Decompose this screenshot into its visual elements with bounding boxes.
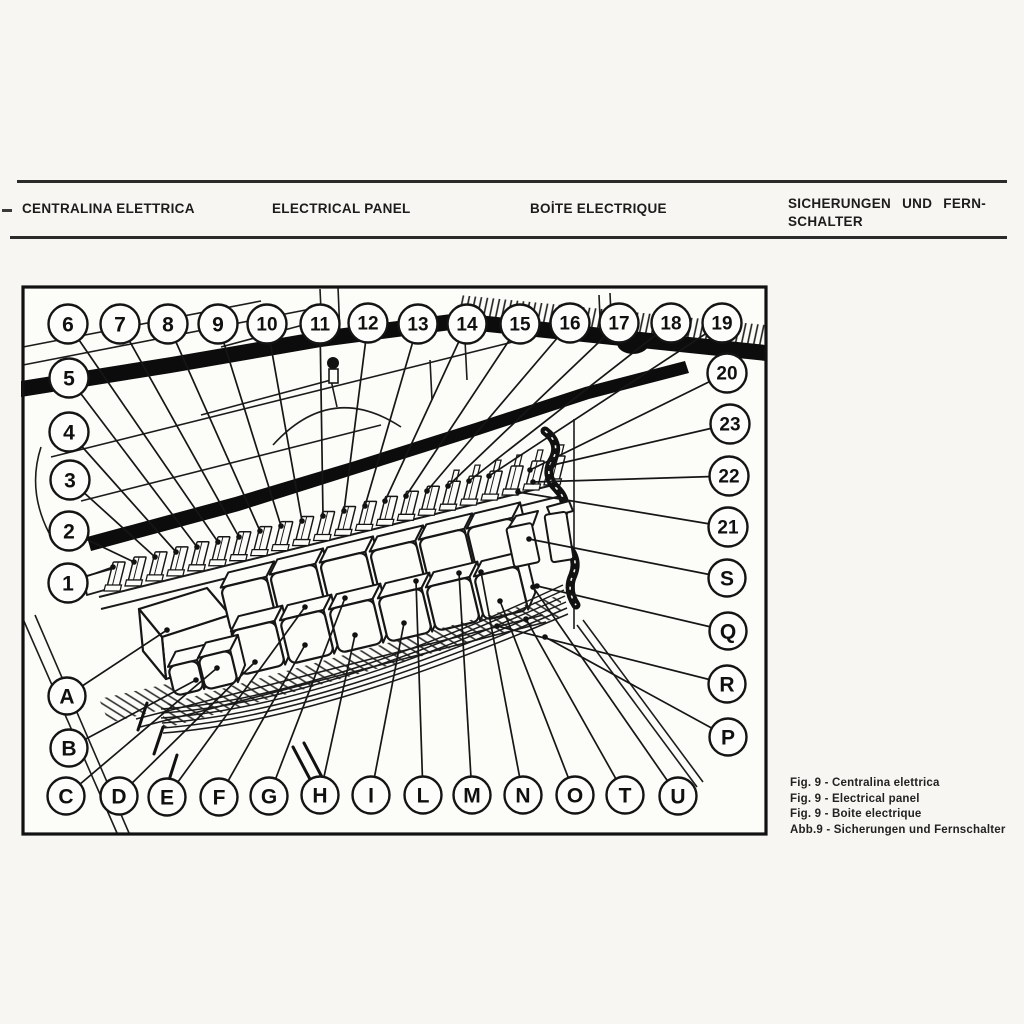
callout-E xyxy=(149,779,186,816)
svg-text:11: 11 xyxy=(309,314,331,336)
callout-A xyxy=(49,678,86,715)
header-col-german xyxy=(788,195,1010,231)
svg-text:G: G xyxy=(260,785,278,809)
caption-french: Fig. 9 - Boite electrique xyxy=(790,808,922,820)
svg-text:17: 17 xyxy=(608,313,630,335)
svg-text:E: E xyxy=(159,786,175,810)
svg-text:D: D xyxy=(111,785,127,809)
svg-text:16: 16 xyxy=(559,313,581,335)
header-col-german-line1: SICHERUNGEN UND FERN- xyxy=(788,196,987,211)
svg-text:N: N xyxy=(515,784,531,808)
header-col-french: BOİTE ELECTRIQUE xyxy=(530,201,667,216)
callout-H xyxy=(302,777,339,814)
svg-text:B: B xyxy=(61,737,77,761)
callout-8 xyxy=(149,305,188,344)
svg-text:Q: Q xyxy=(719,620,737,644)
callout-5 xyxy=(50,359,89,398)
svg-text:C: C xyxy=(58,785,74,809)
callout-4 xyxy=(50,413,89,452)
header-col-german-line2: SCHALTER xyxy=(788,214,863,229)
callout-L xyxy=(405,777,442,814)
header-col-english: ELECTRICAL PANEL xyxy=(272,201,411,216)
callout-16 xyxy=(551,304,590,343)
callout-C xyxy=(48,778,85,815)
svg-text:L: L xyxy=(416,784,430,808)
callout-D xyxy=(101,778,138,815)
svg-text:U: U xyxy=(670,785,686,809)
svg-text:15: 15 xyxy=(509,314,531,336)
callout-U xyxy=(660,778,697,815)
svg-text:8: 8 xyxy=(162,313,174,337)
callout-15 xyxy=(501,305,540,344)
margin-tick xyxy=(2,209,12,212)
svg-text:T: T xyxy=(618,784,632,808)
callout-11 xyxy=(301,305,340,344)
svg-text:22: 22 xyxy=(718,466,740,488)
svg-text:23: 23 xyxy=(719,414,741,436)
header-top-rule xyxy=(17,180,1007,183)
svg-text:20: 20 xyxy=(716,363,738,385)
svg-text:21: 21 xyxy=(717,517,739,539)
callout-18 xyxy=(652,304,691,343)
callout-19 xyxy=(703,304,742,343)
callout-17 xyxy=(600,304,639,343)
callout-7 xyxy=(101,305,140,344)
svg-text:R: R xyxy=(719,673,735,697)
svg-text:2: 2 xyxy=(63,520,75,544)
caption-english: Fig. 9 - Electrical panel xyxy=(790,792,920,805)
callout-20 xyxy=(708,354,747,393)
callout-6 xyxy=(49,305,88,344)
callout-M xyxy=(454,777,491,814)
callout-14 xyxy=(448,305,487,344)
svg-text:I: I xyxy=(368,784,374,808)
callout-1 xyxy=(49,564,88,603)
svg-text:S: S xyxy=(719,567,735,591)
svg-text:14: 14 xyxy=(456,314,478,336)
svg-text:4: 4 xyxy=(63,421,75,445)
callout-3 xyxy=(51,461,90,500)
callout-23 xyxy=(711,405,750,444)
svg-text:F: F xyxy=(212,786,226,810)
svg-text:A: A xyxy=(59,685,75,709)
callout-Q xyxy=(710,613,747,650)
svg-text:1: 1 xyxy=(62,572,74,596)
callout-13 xyxy=(399,305,438,344)
svg-text:5: 5 xyxy=(63,367,75,391)
header-bottom-rule xyxy=(10,236,1007,239)
callout-O xyxy=(557,777,594,814)
svg-text:H: H xyxy=(312,784,328,808)
svg-text:O: O xyxy=(566,784,584,808)
callout-9 xyxy=(199,305,238,344)
svg-text:P: P xyxy=(720,726,736,750)
svg-text:9: 9 xyxy=(212,313,224,337)
caption-german: Abb.9 - Sicherungen und Fernschalter xyxy=(790,823,1006,836)
callout-2 xyxy=(50,512,89,551)
svg-text:13: 13 xyxy=(407,314,429,336)
electrical-panel-illustration xyxy=(21,285,768,836)
svg-text:7: 7 xyxy=(114,313,126,337)
header-col-italian: CENTRALINA ELETTRICA xyxy=(22,201,195,216)
callout-N xyxy=(505,777,542,814)
callout-R xyxy=(709,666,746,703)
callout-B xyxy=(51,730,88,767)
callout-12 xyxy=(349,304,388,343)
callout-P xyxy=(710,719,747,756)
callout-S xyxy=(709,560,746,597)
caption-italian: Fig. 9 - Centralina elettrica xyxy=(790,777,940,789)
svg-text:18: 18 xyxy=(660,313,682,335)
callout-I xyxy=(353,777,390,814)
svg-text:M: M xyxy=(463,784,481,808)
svg-text:10: 10 xyxy=(256,314,278,336)
svg-text:3: 3 xyxy=(64,469,76,493)
svg-text:19: 19 xyxy=(711,313,733,335)
callout-22 xyxy=(710,457,749,496)
svg-text:6: 6 xyxy=(62,313,74,337)
callout-F xyxy=(201,779,238,816)
callout-G xyxy=(251,778,288,815)
svg-text:12: 12 xyxy=(357,313,379,335)
figure-9 xyxy=(21,285,768,836)
callout-10 xyxy=(248,305,287,344)
callout-21 xyxy=(709,508,748,547)
callout-T xyxy=(607,777,644,814)
figure-caption xyxy=(790,776,1020,838)
